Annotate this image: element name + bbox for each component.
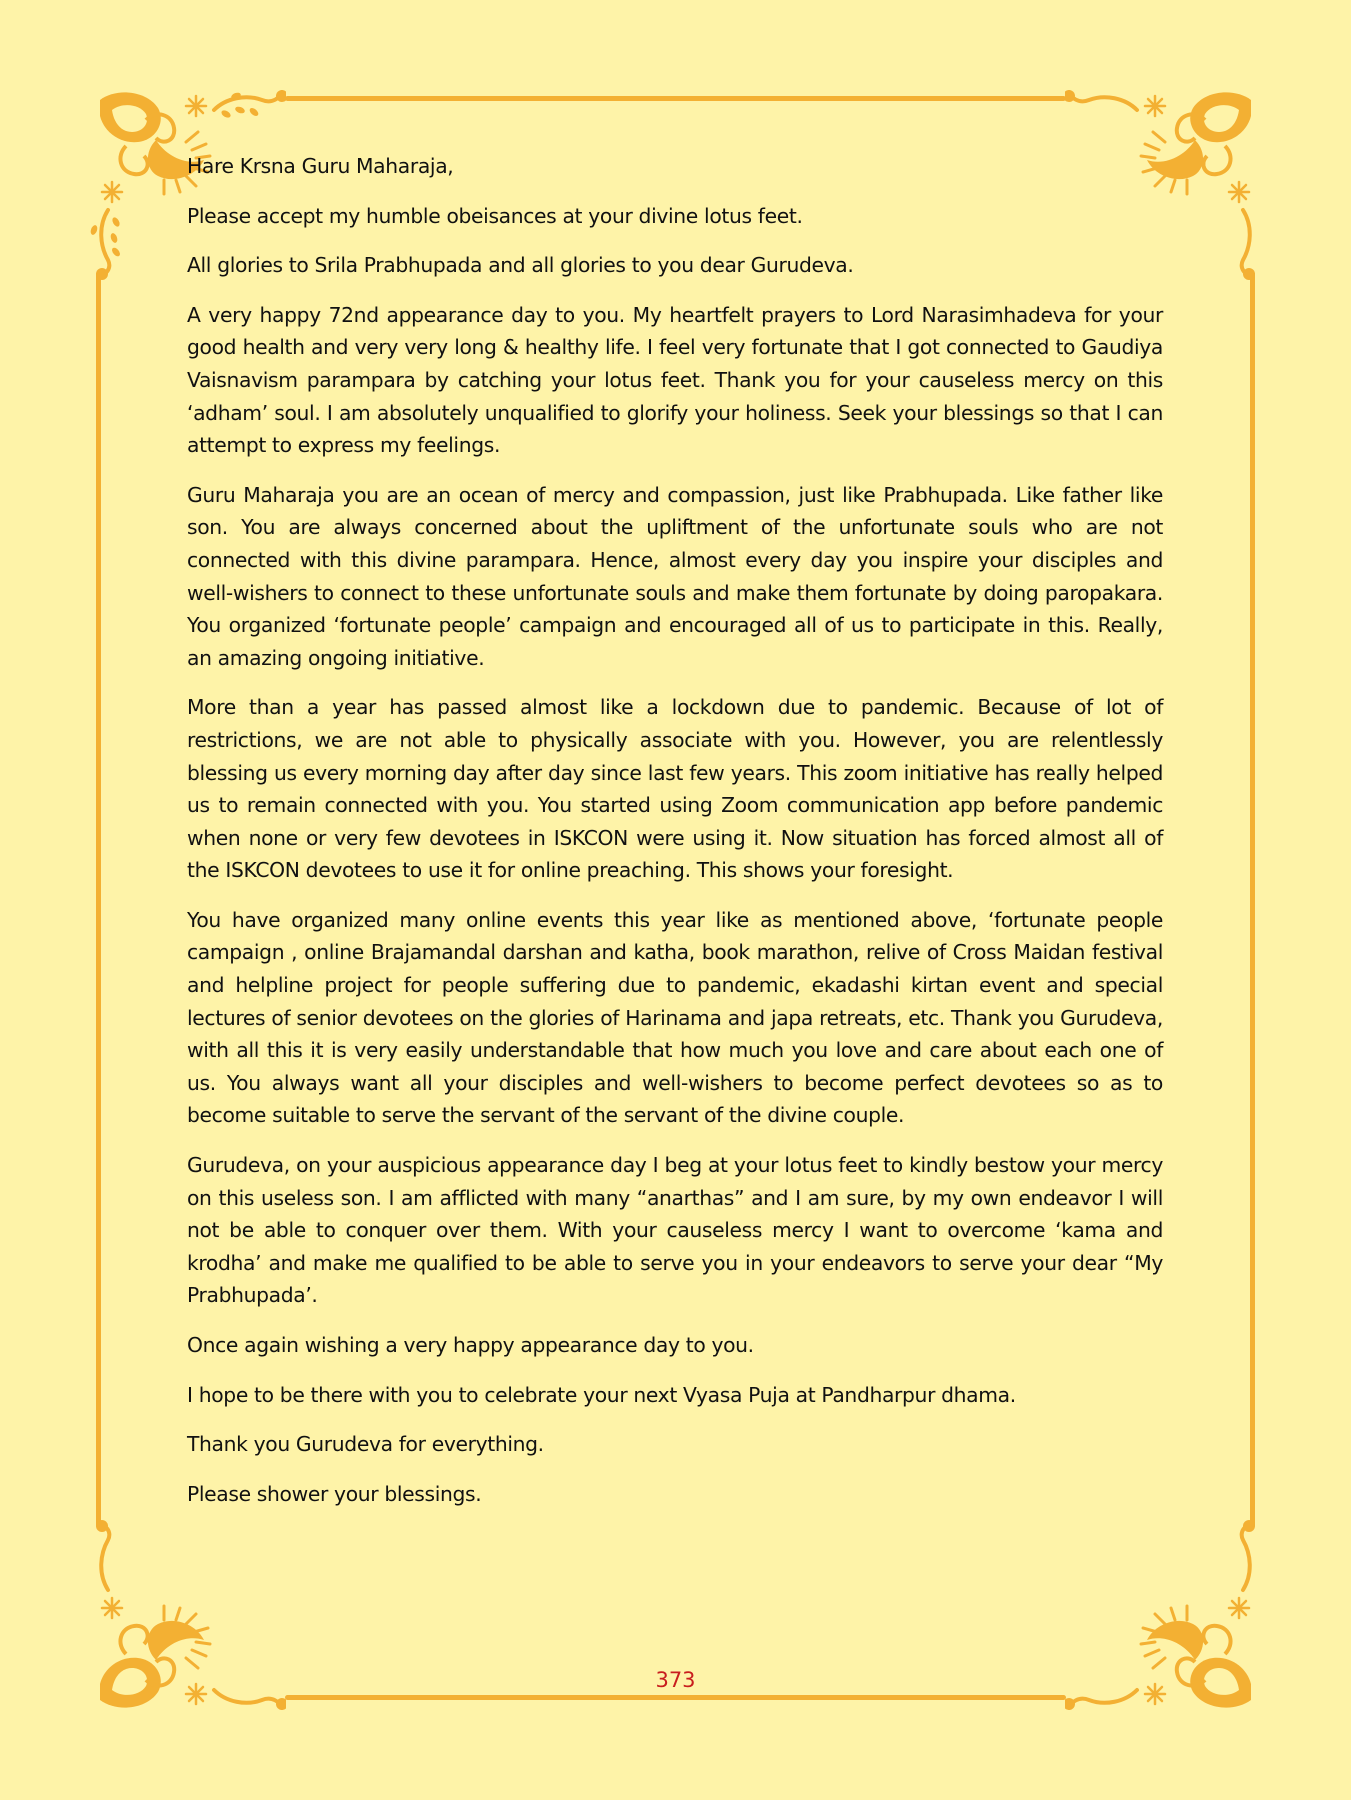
- letter-paragraph: I hope to be there with you to celebrate your next Vyasa Puja at Pandharpur dhama.: [187, 1382, 1016, 1407]
- border-line-right: [1250, 272, 1255, 1528]
- border-line-top: [285, 96, 1066, 101]
- letter-paragraph: A very happy 72nd appearance day to you. My heartfelt prayers to Lord Narasimhadeva for your good health and very very long & healthy life. I feel very fortunate that I got connected to Gaudiya Vaisnavism parampara by catching your lotus feet. Thank you for your causeless mercy on this ‘adham’ soul. I am absolutely unqualified to glorify your holiness. Seek your blessings so that I can attempt to express my feelings.: [187, 302, 1163, 458]
- letter-paragraph: Please accept my humble obeisances at your divine lotus feet.: [187, 203, 803, 228]
- page-number: 373: [655, 1668, 696, 1692]
- letter-paragraph: Once again wishing a very happy appearance day to you.: [187, 1333, 754, 1357]
- letter-salutation: Hare Krsna Guru Maharaja,: [187, 154, 454, 178]
- letter-paragraph: Gurudeva, on your auspicious appearance day I beg at your lotus feet to kindly bestow your mercy on this useless son. I am afflicted with many “anarthas” and I am sure, by my own endeavor I will not be able to conquer over them. With your causeless mercy I want to overcome ‘kama and krodha’ and make me qualified to be able to serve you in your endeavors to serve your dear “My Prabhupada’.: [187, 1153, 1163, 1308]
- border-line-bottom: [285, 1695, 1066, 1700]
- letter-paragraph: You have organized many online events this year like as mentioned above, ‘fortunate people campaign , online Brajamandal darshan and katha, book marathon, relive of Cross Maidan festival and helpline project for people suffering due to pandemic, ekadashi kirtan event and special lectures of senior devotees on the glories of Harinama and japa retreats, etc. Thank you Gurudeva, with all this it is very easily understandable that how much you love and care about each one of us. You always want all your disciples and well-wishers to become perfect devotees so as to become suitable to serve the servant of the servant of the divine couple.: [187, 907, 1163, 1128]
- letter-paragraph: Thank you Gurudeva for everything.: [187, 1432, 544, 1457]
- letter-paragraph: More than a year has passed almost like a lockdown due to pandemic. Because of lot of restrictions, we are not able to physically associate with you. However, you are relentlessly blessing us every morning day after day since last few years. This zoom initiative has really helped us to remain connected with you. You started using Zoom communication app before pandemic when none or very few devotees in ISKCON were using it. Now situation has forced almost all of the ISKCON devotees to use it for online preaching. This shows your foresight.: [187, 695, 1163, 883]
- letter-paragraph: Guru Maharaja you are an ocean of mercy and compassion, just like Prabhupada. Like father like son. You are always concerned about the upliftment of the unfortunate souls who are not connected with this divine parampara. Hence, almost every day you inspire your disciples and well-wishers to connect to these unfortunate souls and make them fortunate by doing paropakara. You organized ‘fortunate people’ campaign and encouraged all of us to participate in this. Really, an amazing ongoing initiative.: [187, 482, 1163, 670]
- letter-paragraph: All glories to Srila Prabhupada and all glories to you dear Gurudeva.: [187, 253, 854, 278]
- letter-body: [187, 150, 1163, 1527]
- letter-paragraph: Please shower your blessings.: [187, 1481, 482, 1506]
- border-line-left: [96, 272, 101, 1528]
